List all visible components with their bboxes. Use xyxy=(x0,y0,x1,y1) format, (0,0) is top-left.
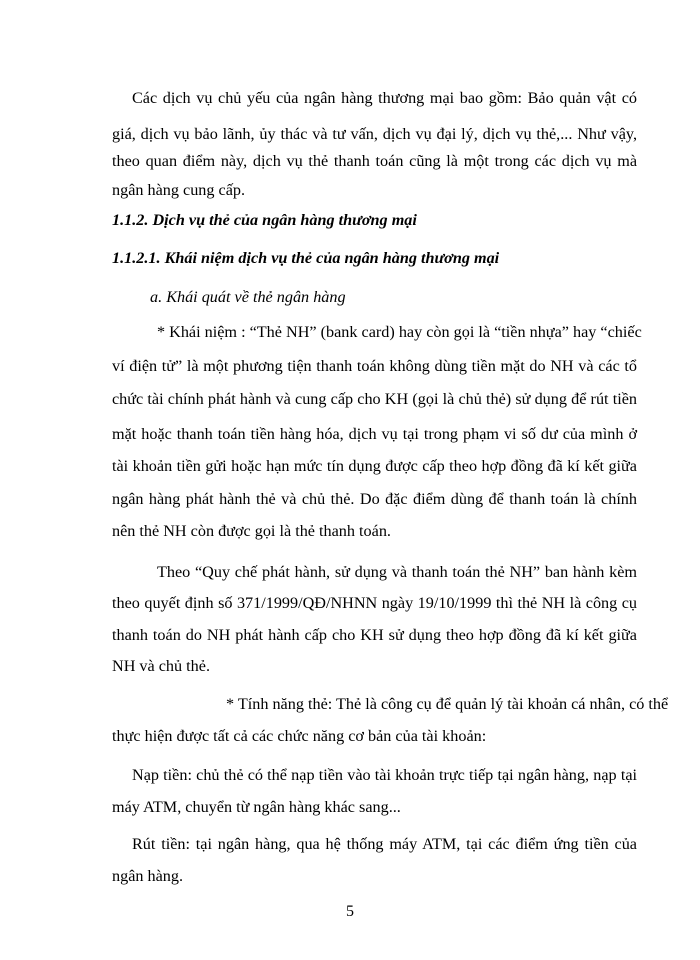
concept-line-7: nên thẻ NH còn được gọi là thẻ thanh toán. xyxy=(112,522,391,540)
withdraw-line-2: ngân hàng. xyxy=(112,867,184,885)
intro-line-1: Các dịch vụ chủ yếu của ngân hàng thương mại bao gồm: Bảo quản vật có xyxy=(132,89,637,107)
subheading-a: a. Khái quát về thẻ ngân hàng xyxy=(150,288,346,306)
concept-line-3: chức tài chính phát hành và cung cấp cho KH (gọi là chủ thẻ) sử dụng để rút tiền xyxy=(112,390,637,408)
intro-line-2: giá, dịch vụ bảo lãnh, ủy thác và tư vấn, dịch vụ đại lý, dịch vụ thẻ,... Như vậy, xyxy=(112,125,637,143)
regulation-line-3: thanh toán do NH phát hành cấp cho KH sử dụng theo hợp đồng đã kí kết giữa xyxy=(112,626,637,644)
intro-line-4: ngân hàng cung cấp. xyxy=(112,181,246,199)
heading-1-1-2-1: 1.1.2.1. Khái niệm dịch vụ thẻ của ngân hàng thương mại xyxy=(112,249,500,267)
concept-line-2: ví điện tử” là một phương tiện thanh toán không dùng tiền mặt do NH và các tổ xyxy=(112,357,637,375)
intro-line-3: theo quan điểm này, dịch vụ thẻ thanh toán cũng là một trong các dịch vụ mà xyxy=(112,152,637,170)
regulation-line-2: theo quyết định số 371/1999/QĐ/NHNN ngày 19/10/1999 thì thẻ NH là công cụ xyxy=(112,594,637,612)
regulation-line-4: NH và chủ thẻ. xyxy=(112,657,210,675)
features-line-1: * Tính năng thẻ: Thẻ là công cụ để quản lý tài khoản cá nhân, có thể xyxy=(226,695,669,713)
concept-line-5: tài khoản tiền gửi hoặc hạn mức tín dụng được cấp theo hợp đồng đã kí kết giữa xyxy=(112,457,637,475)
concept-line-1: * Khái niệm : “Thẻ NH” (bank card) hay còn gọi là “tiền nhựa” hay “chiếc xyxy=(157,323,642,341)
deposit-line-1: Nạp tiền: chủ thẻ có thể nạp tiền vào tài khoản trực tiếp tại ngân hàng, nạp tại xyxy=(132,766,637,784)
features-line-2: thực hiện được tất cả các chức năng cơ bản của tài khoản: xyxy=(112,727,487,745)
concept-line-4: mặt hoặc thanh toán tiền hàng hóa, dịch vụ tại trong phạm vi số dư của mình ở xyxy=(112,425,637,443)
heading-1-1-2: 1.1.2. Dịch vụ thẻ của ngân hàng thương mại xyxy=(112,211,417,229)
regulation-line-1: Theo “Quy chế phát hành, sử dụng và thanh toán thẻ NH” ban hành kèm xyxy=(157,563,637,581)
withdraw-line-1: Rút tiền: tại ngân hàng, qua hệ thống máy ATM, tại các điểm ứng tiền của xyxy=(132,835,637,853)
page-number: 5 xyxy=(346,903,354,920)
deposit-line-2: máy ATM, chuyển từ ngân hàng khác sang... xyxy=(112,798,401,816)
concept-line-6: ngân hàng phát hành thẻ và chủ thẻ. Do đặc điểm dùng để thanh toán là chính xyxy=(112,490,637,508)
